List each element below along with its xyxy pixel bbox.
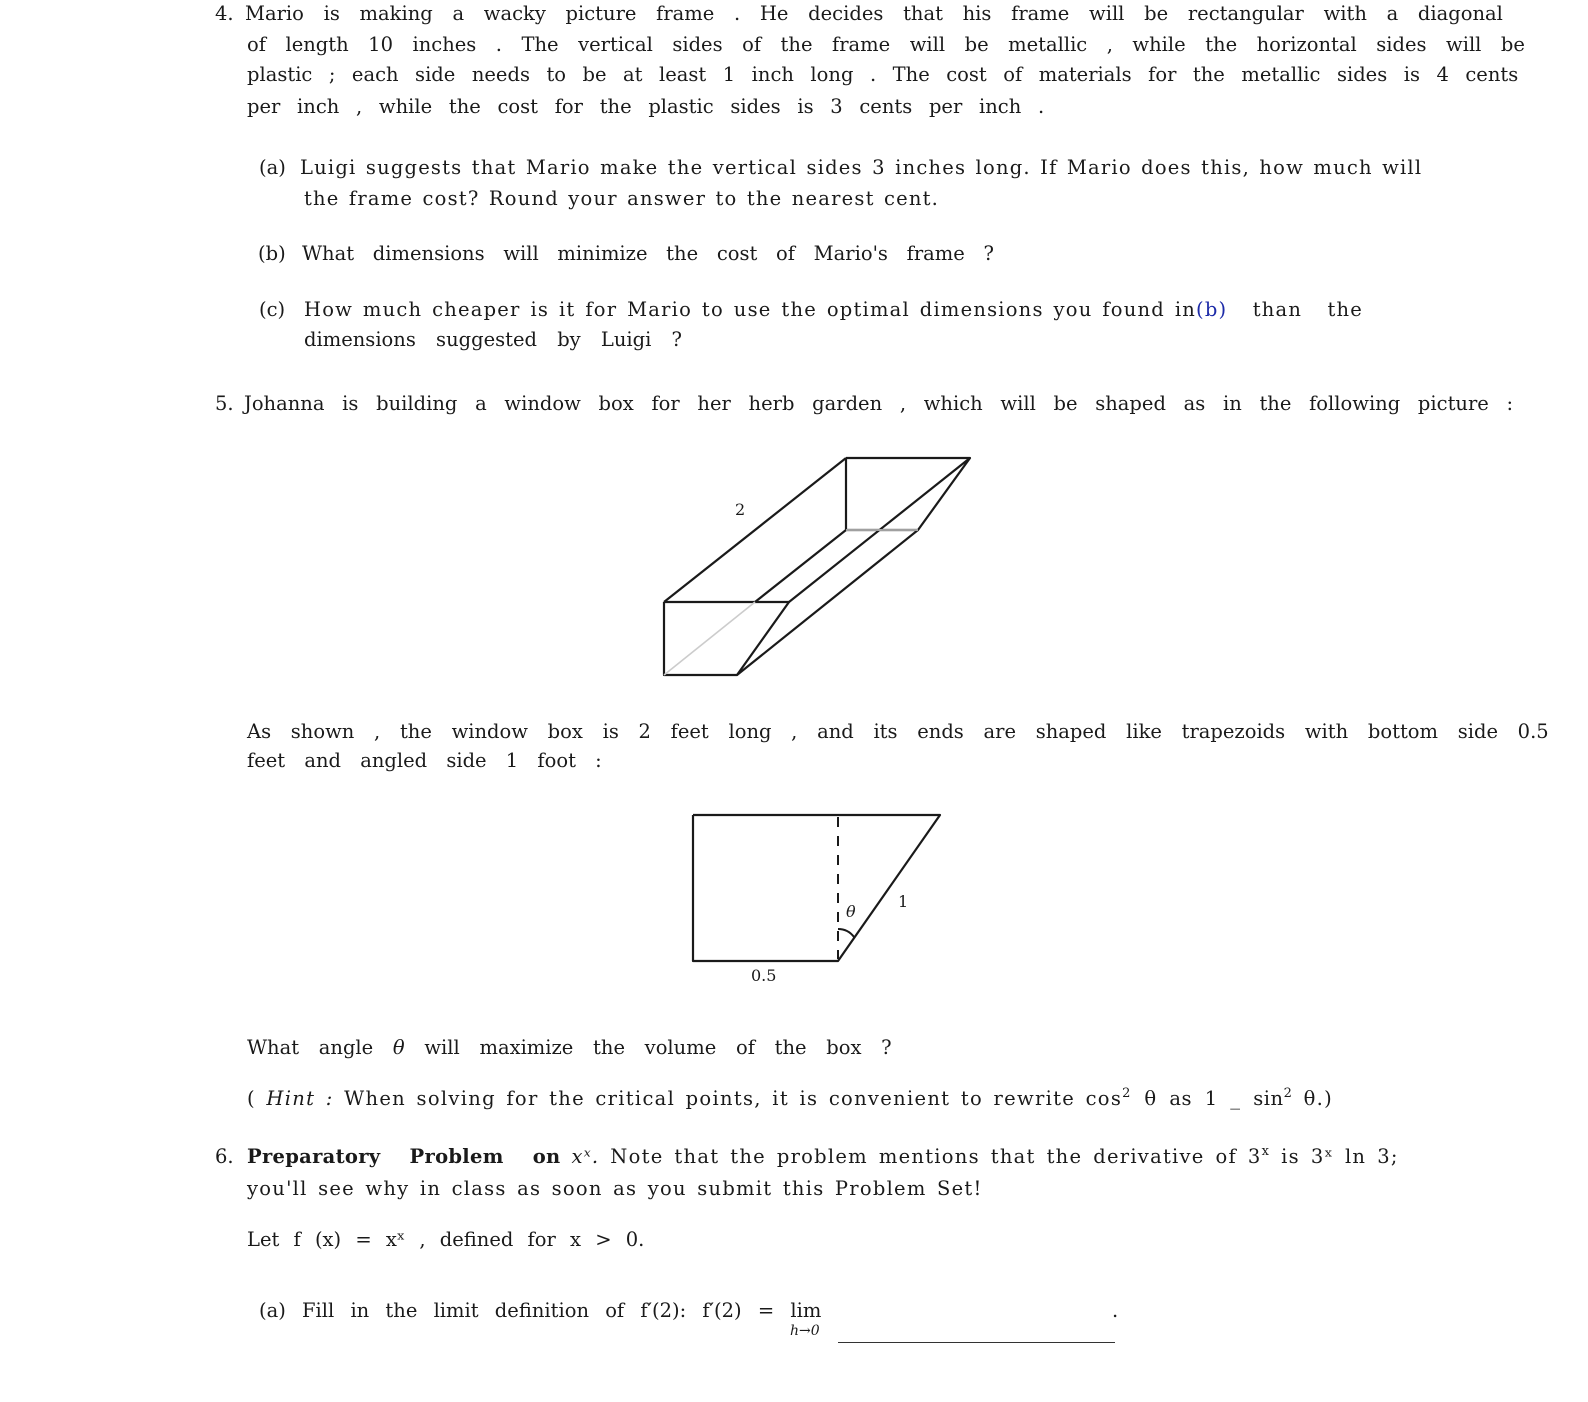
problem-5-description-line-2: feet and angled side 1 foot : — [247, 749, 602, 772]
problem-5-number: 5. — [215, 392, 234, 415]
problem-4c-label: (c) — [259, 298, 286, 321]
trapezoid-outline — [693, 815, 940, 961]
bottom-side-label: 0.5 — [751, 966, 777, 985]
limit-subscript: h→0 — [790, 1323, 820, 1339]
problem-4a-label: (a) — [259, 156, 286, 179]
problem-4-line-3: plastic ; each side needs to be at least 1 inch long . The cost of materials for the metallic sides is 4 cents — [247, 63, 1519, 86]
problem-4-line-4: per inch , while the cost for the plastic sides is 3 cents per inch . — [247, 95, 1045, 118]
angled-side-label: 1 — [898, 892, 909, 911]
window-box-back-end — [846, 458, 970, 530]
reference-part-b[interactable]: (b) — [1196, 298, 1228, 321]
problem-6-heading: Preparatory Problem on — [247, 1145, 561, 1168]
problem-6-number: 6. — [215, 1145, 234, 1168]
trapezoid-end-figure — [680, 805, 960, 995]
problem-4-line-2: of length 10 inches . The vertical sides of the frame will be metallic , while the horizontal sides will be — [247, 33, 1525, 56]
problem-5-hint: ( Hint : When solving for the critical points, it is convenient to rewrite $\cos^2 \theta$ as 1 _ $\sin^2 \theta$.) — [247, 1086, 1334, 1110]
problem-4-line-1: Mario is making a wacky picture frame . He decides that his frame will be rectangular with a diagonal — [245, 2, 1503, 25]
window-box-inner-edge — [755, 530, 846, 602]
problem-5-line-1: Johanna is building a window box for her herb garden , which will be shaped as in the following picture : — [244, 392, 1514, 415]
problem-5-question: What angle θ will maximize the volume of the box ? — [247, 1036, 892, 1059]
window-box-figure — [655, 450, 985, 690]
problem-6-line-2: you'll see why in class as soon as you submit this Problem Set! — [247, 1177, 983, 1200]
problem-6-function-definition: Let f (x) = xˣ , defined for x > 0. — [247, 1228, 645, 1251]
problem-4c-line-2: dimensions suggested by Luigi ? — [304, 328, 683, 351]
angle-theta-arc — [838, 929, 854, 937]
window-box-length-label: 2 — [735, 500, 746, 519]
problem-6-line-1: Preparatory Problem on xˣ. Note that the problem mentions that the derivative of 3$^x$ is 3ˣ ln 3; — [247, 1144, 1399, 1168]
angle-theta-label: θ — [846, 902, 856, 921]
problem-4a-line-1: Luigi suggests that Mario make the vertical sides 3 inches long. If Mario does this, how much will — [300, 156, 1423, 179]
problem-4b-line-1: What dimensions will minimize the cost of Mario's frame ? — [302, 242, 994, 265]
problem-4a-line-2: the frame cost? Round your answer to the nearest cent. — [304, 187, 940, 210]
problem-6a-label: (a) — [259, 1299, 286, 1322]
window-box-top-left-edge — [664, 458, 846, 602]
problem-4-number: 4. — [215, 2, 234, 25]
problem-6a-text: Fill in the limit definition of f′(2): f′(2) = lim — [302, 1299, 822, 1322]
window-box-hidden-edge — [664, 602, 755, 675]
window-box-front-end — [664, 602, 789, 675]
hint-word: Hint : — [266, 1087, 334, 1110]
problem-5-description-line-1: As shown , the window box is 2 feet long , and its ends are shaped like trapezoids with bottom side 0.5 — [247, 720, 1549, 743]
problem-4b-label: (b) — [258, 242, 286, 265]
problem-6a-end: . — [1112, 1299, 1119, 1322]
limit-answer-blank[interactable] — [838, 1320, 1115, 1343]
problem-4c-line-1: How much cheaper is it for Mario to use the optimal dimensions you found in(b) than the — [304, 298, 1364, 321]
